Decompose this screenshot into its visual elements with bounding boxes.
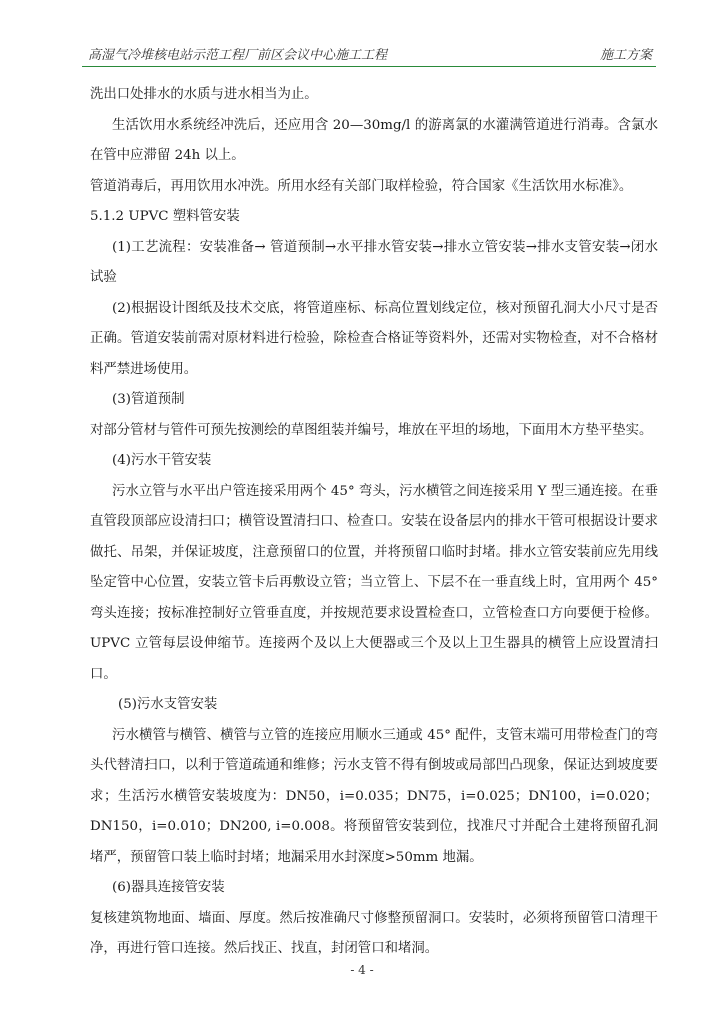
subheading-fixture-pipe: (6)器具连接管安装: [112, 880, 225, 895]
paragraph-main-pipe: 污水立管与水平出户管连接采用两个 45° 弯头，污水横管之间连接采用 Y 型三通连接。在垂直管段顶部应设清扫口；横管设置清扫口、检查口。安装在设备层内的排水干管可根据设计要求做托、吊架，并保证坡度，注意预留口的位置，并将预留口临时封堵。排水立管安装前应先用线坠定管中心位置，安装立管卡后再敷设立管；当立管上、下层不在一垂直线上时，宜用两个 45° 弯头连接；按标准控制好立管垂直度，并按规范要求设置检查口，立管检查口方向要便于检修。UPVC 立管每层设伸缩节。连接两个及以上大便器或三个及以上卫生器具的横管上应设置清扫口。: [90, 483, 658, 682]
subheading-main-pipe: (4)污水干管安装: [112, 453, 212, 468]
subheading-branch-pipe: (5)污水支管安装: [118, 697, 218, 712]
header-project-title: 高湿气冷堆核电站示范工程厂前区会议中心施工工程: [88, 48, 388, 63]
paragraph-2: 生活饮用水系统经冲洗后，还应用含 20—30mg/l 的游离氯的水灌满管道进行消毒。含氯水在管中应滞留 24h 以上。: [90, 117, 658, 163]
section-heading-5-1-2: 5.1.2 UPVC 塑料管安装: [90, 209, 240, 224]
header-section-title: 施工方案: [599, 48, 652, 63]
paragraph-1: 洗出口处排水的水质与进水相当为止。: [90, 87, 318, 102]
page-number: - 4 -: [350, 963, 374, 977]
paragraph-branch-pipe: 污水横管与横管、横管与立管的连接应用顺水三通或 45° 配件，支管末端可用带检查门的弯头代替清扫口，以利于管道疏通和维修；污水支管不得有倒坡或局部凹凸现象，保证达到坡度要求；生活污水横管安装坡度为：DN50，i=0.035；DN75，i=0.025；DN100，i=0.020；DN150，i=0.010；DN200, i=0.008。将预留管安装到位，找准尺寸并配合土建将预留孔洞堵严，预留管口装上临时封堵；地漏采用水封深度>50mm 地漏。: [90, 727, 658, 865]
paragraph-3: 管道消毒后，再用饮用水冲洗。所用水经有关部门取样检验，符合国家《生活饮用水标准》。: [90, 178, 633, 194]
paragraph-design-check: (2)根据设计图纸及技术交底，将管道座标、标高位置划线定位，核对预留孔洞大小尺寸是否正确。管道安装前需对原材料进行检验，除检查合格证等资料外，还需对实物检查，对不合格材料严禁进场使用。: [90, 300, 658, 377]
subheading-pipe-prefab: (3)管道预制: [112, 392, 185, 407]
page-header: [82, 40, 656, 67]
process-flow: (1)工艺流程：安装准备→ 管道预制→水平排水管安装→排水立管安装→排水支管安装→闭水试验: [90, 239, 658, 285]
paragraph-fixture-pipe: 复核建筑物地面、墙面、厚度。然后按准确尺寸修整预留洞口。安装时，必须将预留管口清理干净，再进行管口连接。然后找正、找直，封闭管口和堵洞。: [90, 910, 658, 956]
document-body: [90, 80, 658, 965]
paragraph-pipe-prefab: 对部分管材与管件可预先按测绘的草图组装并编号，堆放在平坦的场地，下面用木方垫平垫实。: [90, 422, 653, 438]
